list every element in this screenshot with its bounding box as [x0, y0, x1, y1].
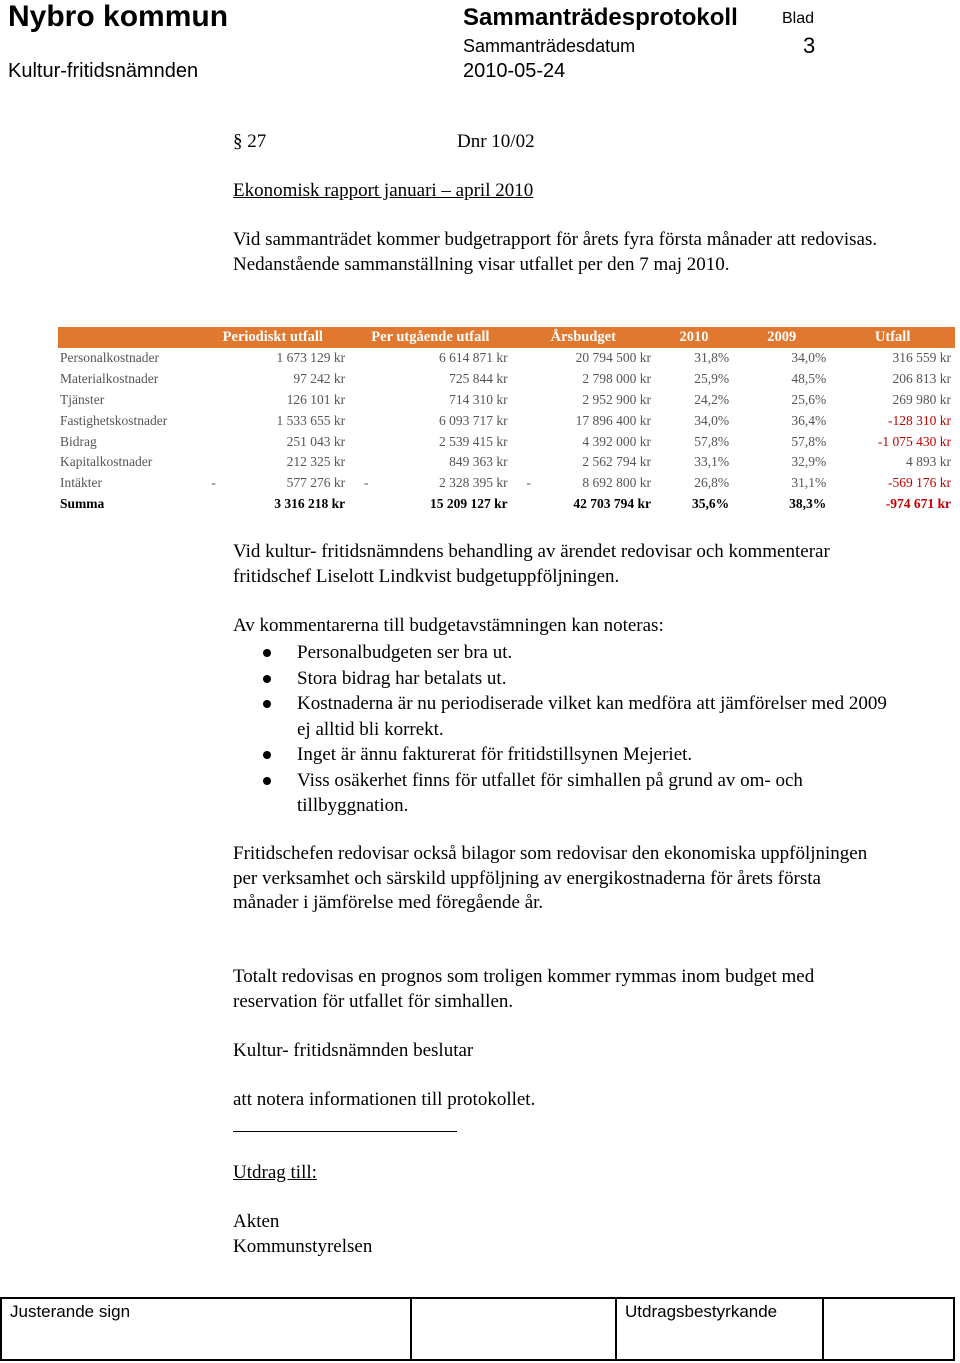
- sign-cell: [349, 369, 374, 390]
- divider: [822, 1299, 824, 1359]
- separator-line: [233, 1131, 457, 1132]
- document-title: Sammanträdesprotokoll: [463, 4, 738, 31]
- list-item-text: Inget är ännu fakturerat för fritidstillsynen Mejeriet.: [297, 744, 693, 765]
- list-item: [233, 768, 893, 819]
- percent-2009-cell: 32,9%: [791, 454, 827, 470]
- per-utgaende-cell: 2 539 415 kr: [438, 433, 508, 449]
- prognos-paragraph: Totalt redovisas en prognos som troligen kommer rymmas inom budget med reservation för utfallet för simhallen.: [233, 966, 815, 1012]
- recipient: Akten: [233, 1211, 280, 1232]
- periodiskt-cell: 126 101 kr: [286, 391, 346, 407]
- percent-2009-cell: 48,5%: [791, 371, 827, 387]
- periodiskt-cell: 212 325 kr: [286, 454, 346, 470]
- sign-cell: [512, 348, 537, 369]
- sign-cell: -: [526, 475, 531, 491]
- sign-cell: [197, 452, 222, 473]
- per-utgaende-cell: 6 093 717 kr: [438, 412, 508, 428]
- utfall-cell: 206 813 kr: [892, 371, 951, 387]
- percent-2009-cell: 25,6%: [791, 391, 827, 407]
- row-label: Bidrag: [60, 433, 97, 449]
- per-utgaende-cell: 849 363 kr: [449, 454, 508, 470]
- list-item-text: Viss osäkerhet finns för utfallet för simhallen på grund av om- och tillbyggnation.: [297, 769, 803, 816]
- section-number: § 27: [233, 131, 267, 152]
- table-row: [58, 473, 955, 494]
- table-row: [58, 348, 955, 369]
- justerande-sign-label: Justerande sign: [10, 1302, 131, 1321]
- list-item-text: Kostnaderna är nu periodiserade vilket kan medföra att jämförelser med 2009 ej alltid bli korrekt.: [297, 693, 887, 740]
- utfall-cell: -1 075 430 kr: [877, 433, 951, 449]
- per-utgaende-cell: 725 844 kr: [449, 371, 508, 387]
- percent-2010-cell: 25,9%: [694, 371, 730, 387]
- arsbudget-cell: 2 798 000 kr: [582, 371, 651, 387]
- header-periodiskt: Periodiskt utfall: [197, 327, 350, 348]
- per-utgaende-cell: 2 328 395 kr: [438, 475, 508, 491]
- periodiskt-cell: 1 533 655 kr: [276, 412, 346, 428]
- list-item-text: Personalbudgeten ser bra ut.: [297, 642, 513, 663]
- sum-periodiskt-cell: 3 316 218 kr: [274, 495, 346, 511]
- periodiskt-cell: 577 276 kr: [286, 475, 346, 491]
- utfall-cell: 316 559 kr: [892, 350, 951, 366]
- section-subject: Ekonomisk rapport januari – april 2010: [233, 180, 534, 201]
- list-item: [233, 666, 893, 692]
- row-label: Materialkostnader: [60, 371, 159, 387]
- recipient: Kommunstyrelsen: [233, 1235, 373, 1257]
- sign-cell: [349, 348, 374, 369]
- sign-cell: [512, 390, 537, 411]
- sum-percent-2010-cell: 35,6%: [692, 495, 730, 511]
- arsbudget-cell: 4 392 000 kr: [582, 433, 651, 449]
- percent-2009-cell: 34,0%: [791, 350, 827, 366]
- signature-box: [0, 1297, 955, 1361]
- row-label: Intäkter: [60, 475, 102, 491]
- bullet-icon: [263, 751, 271, 759]
- header-2010: 2010: [655, 327, 733, 348]
- utfall-cell: -128 310 kr: [888, 412, 951, 428]
- header-arsbudget: Årsbudget: [512, 327, 655, 348]
- header-2009: 2009: [733, 327, 830, 348]
- sign-cell: [512, 452, 537, 473]
- utfall-cell: 4 893 kr: [906, 454, 951, 470]
- table-row: [58, 369, 955, 390]
- decision-heading: Kultur- fritidsnämnden beslutar: [233, 1040, 474, 1061]
- utfall-cell: -569 176 kr: [888, 475, 951, 491]
- sign-cell: [349, 452, 374, 473]
- divider: [410, 1299, 412, 1359]
- sign-cell: [512, 410, 537, 431]
- table-row: [58, 452, 955, 473]
- budget-table: [58, 327, 955, 514]
- distribution-heading: Utdrag till:: [233, 1162, 317, 1183]
- sign-cell: [197, 369, 222, 390]
- arsbudget-cell: 2 952 900 kr: [582, 391, 651, 407]
- periodiskt-cell: 1 673 129 kr: [276, 350, 346, 366]
- organization-name: Nybro kommun: [8, 0, 229, 33]
- periodiskt-cell: 251 043 kr: [286, 433, 346, 449]
- sign-cell: [349, 410, 374, 431]
- sign-cell: [197, 431, 222, 452]
- header-utfall: Utfall: [830, 327, 955, 348]
- committee-name: Kultur-fritidsnämnden: [8, 60, 199, 82]
- distribution-list: [233, 1210, 372, 1259]
- percent-2009-cell: 31,1%: [791, 475, 827, 491]
- comments-intro: Av kommentarerna till budgetavstämningen kan noteras:: [233, 615, 664, 636]
- table-row: [58, 390, 955, 411]
- meeting-date: 2010-05-24: [463, 60, 566, 82]
- list-item-text: Stora bidrag har betalats ut.: [297, 667, 507, 689]
- arsbudget-cell: 17 896 400 kr: [575, 412, 651, 428]
- sign-cell: [197, 410, 222, 431]
- sum-utfall-cell: -974 671 kr: [885, 495, 951, 511]
- percent-2010-cell: 24,2%: [694, 391, 730, 407]
- list-item: [233, 691, 893, 742]
- intro-paragraph: Vid sammanträdet kommer budgetrapport för årets fyra första månader att redovisas. Nedanstående sammanställning visar utfallet per den 7 maj 2010.: [233, 229, 878, 275]
- header-label: [58, 327, 197, 348]
- percent-2009-cell: 57,8%: [791, 433, 827, 449]
- periodiskt-cell: 97 242 kr: [293, 371, 346, 387]
- bullet-icon: [263, 649, 271, 657]
- sign-cell: [512, 369, 537, 390]
- percent-2010-cell: 57,8%: [694, 433, 730, 449]
- divider: [615, 1299, 617, 1359]
- sign-cell: -: [211, 475, 216, 491]
- arsbudget-cell: 20 794 500 kr: [575, 350, 651, 366]
- table-sum-row: [58, 494, 955, 515]
- sum-percent-2009-cell: 38,3%: [789, 495, 827, 511]
- percent-2010-cell: 33,1%: [694, 454, 730, 470]
- sign-cell: [349, 431, 374, 452]
- row-label: Fastighetskostnader: [60, 412, 168, 428]
- table-header-row: [58, 327, 955, 348]
- behandling-paragraph: Vid kultur- fritidsnämndens behandling av ärendet redovisar och kommenterar fritidschef Liselott Lindkvist budgetuppföljningen.: [233, 541, 830, 587]
- arsbudget-cell: 8 692 800 kr: [582, 475, 651, 491]
- row-label: Kapitalkostnader: [60, 454, 153, 470]
- header-per-utgaende: Per utgående utfall: [349, 327, 511, 348]
- bullet-icon: [263, 700, 271, 708]
- arsbudget-cell: 2 562 794 kr: [582, 454, 651, 470]
- comments-list: [233, 640, 893, 819]
- bilagor-paragraph: Fritidschefen redovisar också bilagor som redovisar den ekonomiska uppföljningen per verksamhet och särskild uppföljning av energikostnaderna för årets första månader i jämförelse med föregående år.: [233, 843, 868, 913]
- percent-2010-cell: 26,8%: [694, 475, 730, 491]
- diary-number: Dnr 10/02: [457, 131, 535, 152]
- percent-2010-cell: 34,0%: [694, 412, 730, 428]
- percent-2010-cell: 31,8%: [694, 350, 730, 366]
- percent-2009-cell: 36,4%: [791, 412, 827, 428]
- per-utgaende-cell: 6 614 871 kr: [438, 350, 508, 366]
- sign-cell: [512, 431, 537, 452]
- row-label: Personalkostnader: [60, 350, 159, 366]
- bullet-icon: [263, 777, 271, 785]
- decision-text: att notera informationen till protokollet.: [233, 1089, 536, 1110]
- list-item: [233, 742, 893, 768]
- sign-cell: [197, 390, 222, 411]
- sign-cell: [349, 390, 374, 411]
- row-label: Tjänster: [60, 391, 105, 407]
- sum-label: Summa: [60, 495, 105, 511]
- table-row: [58, 410, 955, 431]
- per-utgaende-cell: 714 310 kr: [449, 391, 508, 407]
- sign-cell: -: [363, 475, 369, 491]
- sign-cell: [197, 348, 222, 369]
- utdragsbestyrkande-label: Utdragsbestyrkande: [625, 1302, 778, 1321]
- sum-per-utgaende-cell: 15 209 127 kr: [429, 495, 508, 511]
- list-item: [233, 640, 893, 666]
- table-row: [58, 431, 955, 452]
- page-number: 3: [803, 33, 816, 58]
- utfall-cell: 269 980 kr: [892, 391, 951, 407]
- page-label: Blad: [782, 10, 815, 27]
- meeting-date-label: Sammanträdesdatum: [463, 36, 636, 56]
- sum-arsbudget-cell: 42 703 794 kr: [573, 495, 651, 511]
- bullet-icon: [263, 675, 271, 683]
